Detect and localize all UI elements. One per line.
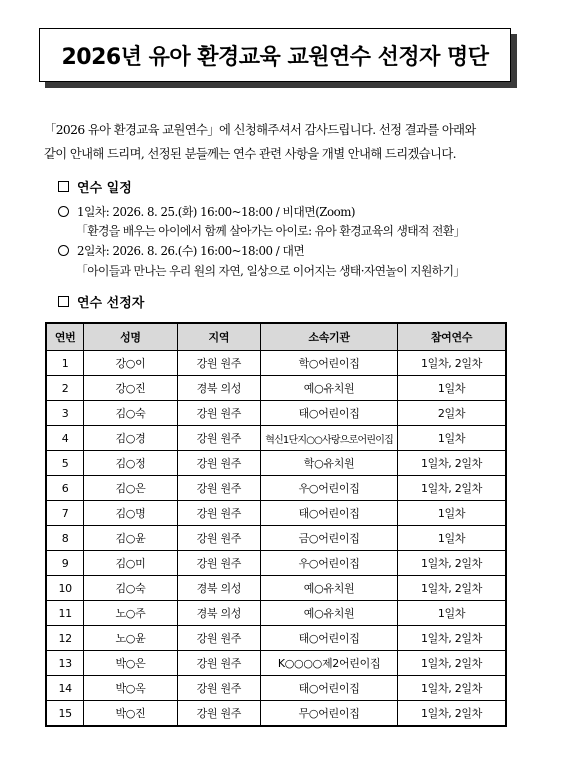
cell-sessions: 1일차, 2일차 — [398, 451, 506, 476]
cell-region: 강원 원주 — [177, 551, 261, 576]
table-row — [46, 501, 506, 526]
cell-name: 노○윤 — [84, 626, 177, 651]
cell-region: 강원 원주 — [177, 626, 261, 651]
cell-name: 김○경 — [84, 426, 177, 451]
cell-region: 강원 원주 — [177, 651, 261, 676]
table-row — [46, 476, 506, 501]
cell-no: 5 — [46, 451, 84, 476]
cell-no: 7 — [46, 501, 84, 526]
schedule-day1-text: 1일차: 2026. 8. 25.(화) 16:00~18:00 / 비대면(Zoom) — [77, 205, 355, 219]
cell-institution: 예○유치원 — [261, 601, 398, 626]
cell-no: 8 — [46, 526, 84, 551]
table-row — [46, 526, 506, 551]
cell-institution: 태○어린이집 — [261, 626, 398, 651]
cell-institution: 우○어린이집 — [261, 476, 398, 501]
cell-institution: K○○○○제2어린이집 — [261, 651, 398, 676]
cell-institution: 학○어린이집 — [261, 351, 398, 376]
schedule-day1-topic: 「환경을 배우는 아이에서 함께 살아가는 아이로: 유아 환경교육의 생태적 전환」 — [76, 224, 465, 238]
circle-bullet-icon — [58, 206, 69, 217]
cell-region: 강원 원주 — [177, 526, 261, 551]
cell-no: 14 — [46, 676, 84, 701]
cell-institution: 태○어린이집 — [261, 501, 398, 526]
cell-sessions: 1일차, 2일차 — [398, 651, 506, 676]
table-row — [46, 351, 506, 376]
cell-sessions: 2일차 — [398, 401, 506, 426]
cell-no: 4 — [46, 426, 84, 451]
cell-no: 12 — [46, 626, 84, 651]
table-row — [46, 576, 506, 601]
cell-sessions: 1일차, 2일차 — [398, 701, 506, 727]
cell-region: 강원 원주 — [177, 476, 261, 501]
cell-name: 강○진 — [84, 376, 177, 401]
cell-region: 강원 원주 — [177, 426, 261, 451]
intro-paragraph — [44, 118, 544, 166]
cell-region: 강원 원주 — [177, 701, 261, 727]
column-header-region: 지역 — [177, 323, 261, 351]
column-header-name: 성명 — [84, 323, 177, 351]
cell-no: 3 — [46, 401, 84, 426]
participants-heading-label: 연수 선정자 — [77, 296, 145, 311]
table-row — [46, 626, 506, 651]
page-title: 2026년 유아 환경교육 교원연수 선정자 명단 — [39, 28, 511, 82]
cell-institution: 태○어린이집 — [261, 401, 398, 426]
cell-name: 김○미 — [84, 551, 177, 576]
checkbox-square-icon — [58, 181, 69, 192]
cell-institution: 우○어린이집 — [261, 551, 398, 576]
cell-no: 6 — [46, 476, 84, 501]
cell-no: 1 — [46, 351, 84, 376]
cell-name: 김○정 — [84, 451, 177, 476]
cell-region: 강원 원주 — [177, 451, 261, 476]
table-row — [46, 426, 506, 451]
cell-sessions: 1일차, 2일차 — [398, 476, 506, 501]
table-row — [46, 601, 506, 626]
table-row — [46, 401, 506, 426]
cell-region: 경북 의성 — [177, 601, 261, 626]
cell-institution: 예○유치원 — [261, 576, 398, 601]
cell-sessions: 1일차, 2일차 — [398, 351, 506, 376]
schedule-heading-label: 연수 일정 — [77, 181, 132, 196]
cell-name: 김○윤 — [84, 526, 177, 551]
cell-institution: 예○유치원 — [261, 376, 398, 401]
cell-sessions: 1일차, 2일차 — [398, 576, 506, 601]
cell-region: 강원 원주 — [177, 351, 261, 376]
cell-sessions: 1일차 — [398, 376, 506, 401]
intro-line-1: 「2026 유아 환경교육 교원연수」에 신청해주셔서 감사드립니다. 선정 결과를 아래와 — [44, 123, 476, 137]
cell-name: 김○숙 — [84, 576, 177, 601]
cell-name: 박○은 — [84, 651, 177, 676]
schedule-day2 — [58, 242, 304, 259]
schedule-day2-topic: 「아이들과 만나는 우리 원의 자연, 일상으로 이어지는 생태·자연놀이 지원하기」 — [76, 264, 465, 278]
schedule-section-heading — [58, 177, 132, 196]
table-header-row — [46, 323, 506, 351]
cell-no: 15 — [46, 701, 84, 727]
participants-section-heading — [58, 292, 144, 311]
participants-table — [45, 322, 507, 727]
table-row — [46, 701, 506, 727]
cell-institution: 태○어린이집 — [261, 676, 398, 701]
cell-no: 9 — [46, 551, 84, 576]
table-row — [46, 451, 506, 476]
schedule-day2-text: 2일차: 2026. 8. 26.(수) 16:00~18:00 / 대면 — [77, 244, 305, 258]
table-row — [46, 376, 506, 401]
cell-name: 김○은 — [84, 476, 177, 501]
cell-sessions: 1일차 — [398, 526, 506, 551]
cell-region: 경북 의성 — [177, 576, 261, 601]
cell-name: 박○옥 — [84, 676, 177, 701]
circle-bullet-icon — [58, 245, 69, 256]
cell-name: 박○진 — [84, 701, 177, 727]
cell-sessions: 1일차 — [398, 601, 506, 626]
cell-region: 강원 원주 — [177, 501, 261, 526]
cell-sessions: 1일차, 2일차 — [398, 551, 506, 576]
cell-name: 김○숙 — [84, 401, 177, 426]
cell-sessions: 1일차, 2일차 — [398, 626, 506, 651]
cell-region: 강원 원주 — [177, 401, 261, 426]
cell-region: 경북 의성 — [177, 376, 261, 401]
table-row — [46, 551, 506, 576]
column-header-no: 연번 — [46, 323, 84, 351]
cell-region: 강원 원주 — [177, 676, 261, 701]
cell-no: 11 — [46, 601, 84, 626]
schedule-day1 — [58, 203, 355, 220]
table-row — [46, 651, 506, 676]
cell-no: 10 — [46, 576, 84, 601]
cell-institution: 학○유치원 — [261, 451, 398, 476]
column-header-sessions: 참여연수 — [398, 323, 506, 351]
cell-name: 김○명 — [84, 501, 177, 526]
column-header-institution: 소속기관 — [261, 323, 398, 351]
cell-institution: 혁신1단지○○사랑으로어린이집 — [261, 426, 398, 451]
checkbox-square-icon — [58, 296, 69, 307]
cell-sessions: 1일차 — [398, 501, 506, 526]
cell-sessions: 1일차 — [398, 426, 506, 451]
title-banner — [39, 28, 519, 90]
cell-sessions: 1일차, 2일차 — [398, 676, 506, 701]
intro-line-2: 같이 안내해 드리며, 선정된 분들께는 연수 관련 사항을 개별 안내해 드리겠습니다. — [44, 147, 456, 161]
cell-no: 2 — [46, 376, 84, 401]
cell-name: 강○이 — [84, 351, 177, 376]
cell-institution: 무○어린이집 — [261, 701, 398, 727]
table-row — [46, 676, 506, 701]
cell-no: 13 — [46, 651, 84, 676]
cell-name: 노○주 — [84, 601, 177, 626]
cell-institution: 금○어린이집 — [261, 526, 398, 551]
